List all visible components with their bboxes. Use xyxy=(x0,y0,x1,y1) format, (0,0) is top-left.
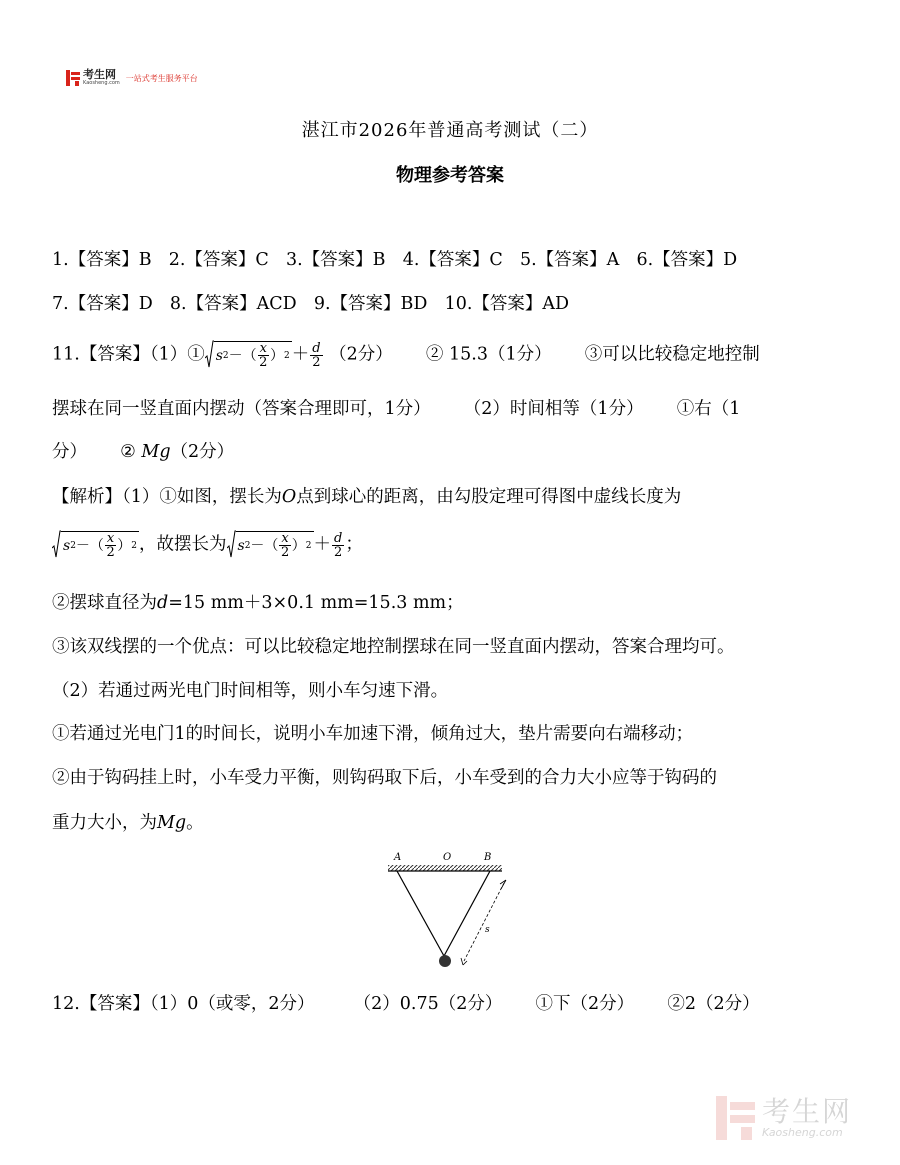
string-left xyxy=(397,871,444,956)
radical-expression: s 2 －（ $\frac{x}{2}$ ） 2 xyxy=(205,340,292,370)
q11-answer-line-2: 摆球在同一竖直面内摆动（答案合理即可，1分） （2）时间相等（1分） ①右（1 xyxy=(52,399,741,419)
radical-expression: s 2 －（ $\frac{x}{2}$ ） 2 xyxy=(227,530,314,560)
answer-9: 9.【答案】BD xyxy=(313,294,428,314)
label-s: s xyxy=(485,925,490,935)
q11-answer-line-1: 11.【答案】（1）① s 2 －（ $\frac{x}{2}$ ） 2 ＋ $\frac{d}{2}$ （2分） ② 15.3（1分） ③可以比较稳定地控制 xyxy=(52,340,760,370)
answer-2: 2.【答案】C xyxy=(168,250,269,270)
logo-name: 考生网 xyxy=(83,68,116,81)
brand-logo xyxy=(66,70,198,86)
watermark-logo-icon xyxy=(716,1096,756,1140)
answer-5: 5.【答案】A xyxy=(519,250,620,270)
analysis-line-3: ②摆球直径为d=15 mm＋3×0.1 mm=15.3 mm； xyxy=(52,593,464,613)
pendulum-diagram xyxy=(382,848,512,977)
ceiling-support xyxy=(388,865,502,871)
answer-3: 3.【答案】B xyxy=(285,250,386,270)
radical-sign-icon xyxy=(227,530,236,560)
analysis-line-1: 【解析】（1）①如图，摆长为O点到球心的距离，由勾股定理可得图中虚线长度为 xyxy=(52,487,682,507)
answers-row-1 xyxy=(52,249,737,271)
label-o: O xyxy=(443,852,452,863)
answers-row-2 xyxy=(52,293,569,315)
page-subtitle: 物理参考答案 xyxy=(396,165,504,186)
answer-6: 6.【答案】D xyxy=(636,250,738,270)
analysis-line-8: 重力大小，为Mg。 xyxy=(52,813,204,833)
analysis-line-2: s 2 －（ $\frac{x}{2}$ ） 2 ，故摆长为 s 2 －（ $\frac{x}{2}$ ） 2 ＋ $\frac{d}{2}$ ； xyxy=(52,530,363,560)
q11-part-c: ③可以比较稳定地控制 xyxy=(584,344,760,365)
label-a: A xyxy=(394,852,402,863)
q11-score-a: （2分） xyxy=(329,344,393,365)
string-right xyxy=(444,871,490,956)
radical-expression: s 2 －（ $\frac{x}{2}$ ） 2 xyxy=(52,530,139,560)
answer-8: 8.【答案】ACD xyxy=(169,294,297,314)
analysis-line-7: ②由于钩码挂上时，小车受力平衡，则钩码取下后，小车受到的合力大小应等于钩码的 xyxy=(52,768,717,788)
radical-sign-icon xyxy=(52,530,61,560)
label-b: B xyxy=(484,852,492,863)
answer-1: 1.【答案】B xyxy=(52,250,152,270)
radical-sign-icon xyxy=(205,340,214,370)
q11-part-b: ② 15.3（1分） xyxy=(425,344,552,365)
analysis-line-4: ③该双线摆的一个优点：可以比较稳定地控制摆球在同一竖直面内摆动，答案合理均可。 xyxy=(52,637,735,657)
pendulum-ball xyxy=(439,955,451,967)
answer-10: 10.【答案】AD xyxy=(444,294,570,314)
logo-domain: Kaosheng.com xyxy=(83,80,120,86)
q12-answer-line: 12.【答案】（1）0（或零，2分） （2）0.75（2分） ①下（2分） ②2（2分） xyxy=(52,994,760,1014)
analysis-line-6: ①若通过光电门1的时间长，说明小车加速下滑，倾角过大，垫片需要向右端移动； xyxy=(52,724,694,744)
arrow-down-icon xyxy=(461,958,467,965)
logo-slogan: 一站式考生服务平台 xyxy=(125,73,198,83)
answer-7: 7.【答案】D xyxy=(52,294,153,314)
length-dimension-line xyxy=(464,883,504,961)
q11-prefix: 11.【答案】（1）① xyxy=(52,344,205,365)
watermark: 考生网 Kaosheng.com xyxy=(716,1096,852,1140)
q11-answer-line-3: 分） ② Mg（2分） xyxy=(52,442,235,462)
answer-4: 4.【答案】C xyxy=(402,250,503,270)
analysis-line-5: （2）若通过两光电门时间相等，则小车匀速下滑。 xyxy=(52,681,449,701)
page-title: 湛江市2026年普通高考测试（二） xyxy=(301,120,599,141)
logo-icon xyxy=(66,70,80,86)
